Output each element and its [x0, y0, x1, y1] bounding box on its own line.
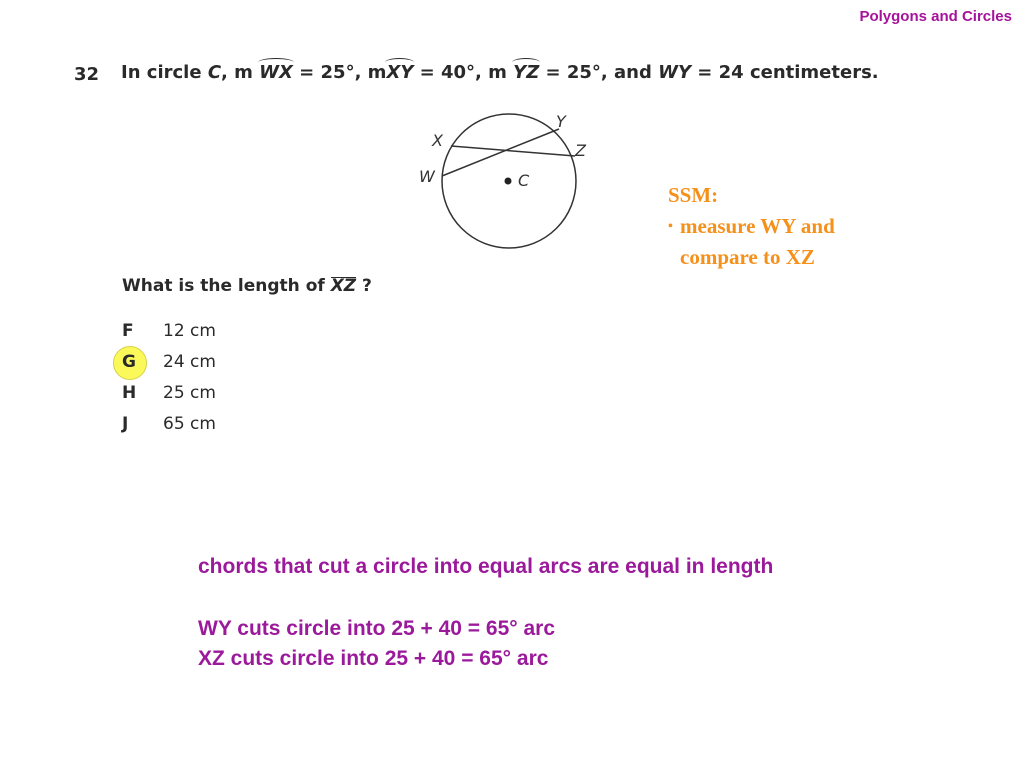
- answer-choice-j[interactable]: [122, 412, 216, 436]
- ssm-bullet-text: measure WY and compare to XZ: [680, 214, 835, 269]
- choice-letter: J: [122, 414, 129, 434]
- choice-value: 12 cm: [163, 321, 216, 341]
- label-x: X: [432, 131, 443, 150]
- stem-text-6: = 24 centimeters.: [691, 62, 879, 83]
- answer-choice-h[interactable]: [122, 381, 216, 405]
- stem-text-3: = 25°, m: [292, 62, 387, 83]
- stem-text-2: , m: [221, 62, 260, 83]
- chord-wy: WY: [658, 62, 692, 83]
- choice-value: 24 cm: [163, 352, 216, 372]
- stem-text-5: = 25°, and: [539, 62, 659, 83]
- choice-value: 25 cm: [163, 383, 216, 403]
- answer-choice-g[interactable]: [122, 350, 216, 374]
- choice-value: 65 cm: [163, 414, 216, 434]
- circle-diagram: [410, 105, 610, 255]
- question-stem: [121, 62, 879, 83]
- label-y: Y: [556, 112, 566, 131]
- arc-yz: YZ: [513, 62, 540, 83]
- label-w: W: [419, 167, 435, 186]
- choice-letter: F: [122, 321, 134, 341]
- center-point: [505, 178, 512, 185]
- slide-title: Polygons and Circles: [859, 8, 1012, 25]
- question-number: 32: [74, 64, 100, 85]
- prompt-suffix: ?: [356, 276, 372, 296]
- stem-text-1: In circle: [121, 62, 208, 83]
- note-rule: chords that cut a circle into equal arcs are equal in length: [198, 555, 774, 578]
- bullet-icon: •: [668, 219, 673, 234]
- note-xz: XZ cuts circle into 25 + 40 = 65° arc: [198, 647, 549, 670]
- prompt-prefix: What is the length of: [122, 276, 331, 296]
- circle-name: C: [207, 62, 222, 83]
- sub-question: [122, 276, 372, 296]
- stem-text-4: = 40°, m: [413, 62, 514, 83]
- label-c: C: [518, 171, 530, 190]
- ssm-note: [668, 180, 880, 273]
- choice-letter: H: [122, 383, 137, 403]
- arc-wx: WX: [259, 62, 293, 83]
- ssm-bullet: [668, 211, 880, 273]
- arc-xy: XY: [386, 62, 414, 83]
- note-wy: WY cuts circle into 25 + 40 = 65° arc: [198, 617, 556, 640]
- choice-letter: G: [122, 352, 136, 372]
- ssm-heading: SSM:: [668, 183, 719, 207]
- answer-choice-f[interactable]: [122, 319, 216, 343]
- label-z: Z: [575, 141, 586, 160]
- segment-xz: XZ: [330, 276, 357, 296]
